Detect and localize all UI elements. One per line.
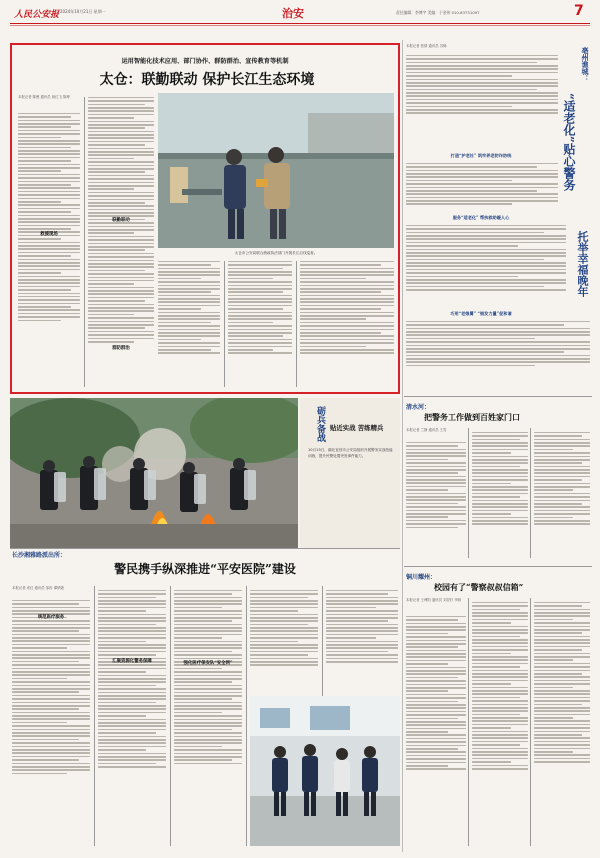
lead-column-1 xyxy=(18,111,80,323)
lead-subhead-3: 群防群治 xyxy=(112,346,130,351)
lead-photo xyxy=(158,93,394,248)
bottom-photo xyxy=(250,696,400,846)
sidebar-subhead-1: 打造“护老社” 筑牢养老防诈防线 xyxy=(450,153,512,158)
sidebar-reporters: 本报记者 张倩 通讯员 苏畅 xyxy=(406,44,447,48)
bottom-subhead-2: 汇聚资源化警务保障 xyxy=(112,659,152,664)
sidebar-subhead-2: 服务“适老化” 帮扶救助暖人心 xyxy=(452,215,510,220)
lead-kicker: 运用智能化技术应用、部门协作、群防群治、宣传教育等机制 xyxy=(121,58,289,65)
page-number: 7 xyxy=(574,3,584,19)
sidebar-body-4 xyxy=(406,319,590,368)
bottom-col-1 xyxy=(12,598,90,776)
photo-card-headline: 贴近实战 苦练精兵 xyxy=(330,424,384,432)
sidebar-tagline: 托举幸福晚年 xyxy=(576,231,589,297)
bottom-col-3 xyxy=(174,588,242,766)
photo-card-vertical-title: 砺兵备战 xyxy=(315,406,325,442)
lead-byline: 本报记者 陈俊 通讯员 薛红飞 陈博 xyxy=(18,95,70,99)
bottom-place: 长沙湘雅路派出所： xyxy=(12,552,67,559)
lead-article-box xyxy=(10,43,400,394)
qingshui-headline: 把警务工作做到百姓家门口 xyxy=(424,412,520,422)
tongchuan-col-2 xyxy=(472,600,528,771)
hospital-patrol-image xyxy=(250,696,400,846)
bottom-headline: 警民携手纵深推进“平安医院”建设 xyxy=(114,562,296,576)
lead-photo-caption: 太仓市公安局联合渔政执法部门开展长江沿线巡查。 xyxy=(234,251,318,255)
date-line: 2024年10月21日 星期一 xyxy=(60,9,106,14)
lead-headline: 太仓：联勤联动 保护长江生态环境 xyxy=(99,72,315,88)
qingshui-col-1 xyxy=(406,440,466,530)
drill-photo xyxy=(10,398,298,548)
sidebar-body-3 xyxy=(406,223,566,293)
qingshui-article xyxy=(404,398,592,566)
bottom-col-4 xyxy=(250,588,318,668)
section-title: 治安 xyxy=(282,7,304,20)
qingshui-byline: 本报记者 兰静 通讯员 王雪 xyxy=(406,428,447,432)
tongchuan-place: 铜川耀州： xyxy=(406,574,437,581)
tongchuan-col-1 xyxy=(406,614,466,772)
lead-subhead-2: 联勤联动 xyxy=(112,218,130,223)
editor-line: 责任编辑：李博宇 美编：于金伟 010-83731097 xyxy=(396,10,480,15)
masthead-rule xyxy=(10,23,590,24)
photo-card xyxy=(300,398,400,548)
sidebar-top xyxy=(404,43,592,394)
sidebar-subhead-3: 巧用“老娘舅” “银发力量”促和谐 xyxy=(450,311,512,316)
bottom-main-article xyxy=(10,550,400,850)
riot-drill-image xyxy=(10,398,298,548)
tongchuan-byline: 本报记者 王博阳 通讯员 刘昱杉 李烁 xyxy=(406,598,462,602)
lead-column-4 xyxy=(228,259,292,356)
bottom-byline: 本报记者 邓红 通讯员 邹冉 谭梦婕 xyxy=(12,586,64,590)
paper-name: 人民公安报 xyxy=(14,10,60,20)
bottom-col-5 xyxy=(326,588,398,664)
lead-column-3 xyxy=(158,259,220,356)
tongchuan-col-3 xyxy=(534,600,590,765)
qingshui-col-3 xyxy=(534,430,590,527)
bottom-subhead-1: 规范医疗服务 xyxy=(37,615,65,620)
masthead xyxy=(0,0,600,40)
tongchuan-article xyxy=(404,568,592,850)
sidebar-body-1 xyxy=(406,53,558,116)
bottom-col-2 xyxy=(98,588,166,770)
qingshui-place: 清水河： xyxy=(406,404,431,411)
bottom-subhead-3: 强化医疗保安队“安全网” xyxy=(183,661,233,666)
river-patrol-image xyxy=(158,93,394,248)
tongchuan-headline: 校园有了“警察叔叔信箱” xyxy=(434,582,524,592)
photo-card-caption: 10月15日，湖北宜昌市公安局组织开展警务实战技能训练，提升民警处置突发事件能力。 xyxy=(308,448,393,458)
sidebar-title-vertical: 亳州谯城： xyxy=(581,47,589,82)
lead-subhead-1: 救援现场 xyxy=(40,232,58,237)
qingshui-col-2 xyxy=(472,430,528,527)
lead-column-5 xyxy=(300,259,394,356)
sidebar-body-2 xyxy=(406,161,558,207)
sidebar-quote-title: “适老化”贴心警务 xyxy=(562,93,576,191)
